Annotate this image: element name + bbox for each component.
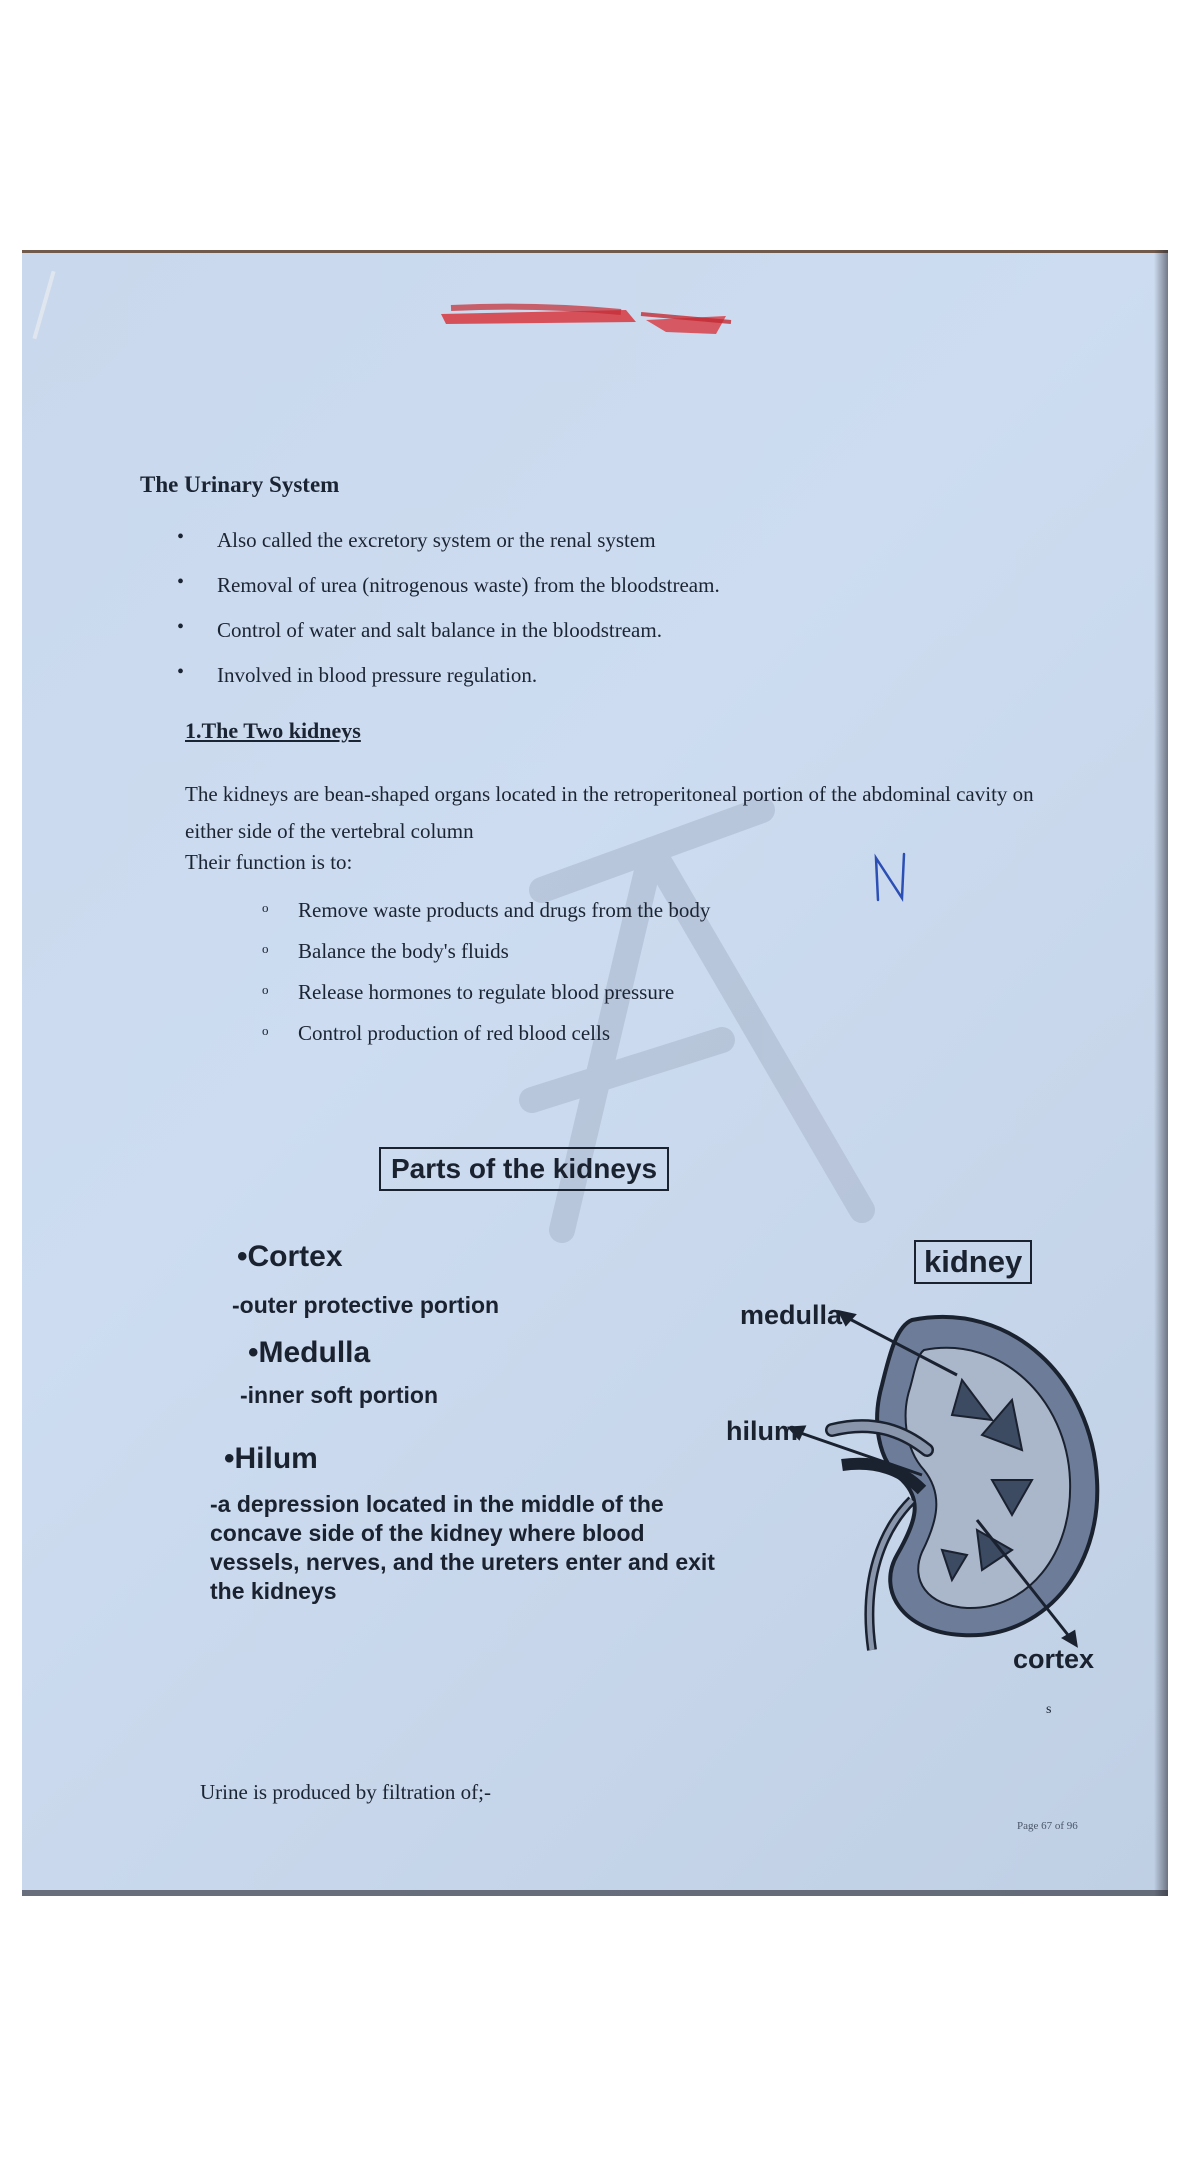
page-heading: The Urinary System	[140, 472, 340, 497]
diagram-label-cortex: cortex	[1013, 1644, 1095, 1674]
function-item: o Control production of red blood cells	[262, 1021, 710, 1062]
page-top-edge	[22, 250, 1168, 253]
document-page	[22, 250, 1168, 1896]
section-paragraph: The kidneys are bean-shaped organs located in the retroperitoneal portion of the abdominal cavity on either side of the vertebral column	[185, 782, 1034, 843]
function-item: o Balance the body's fluids	[262, 939, 710, 980]
section-heading: 1.The Two kidneys	[185, 718, 361, 743]
intro-bullet-list	[177, 528, 720, 708]
redaction-mark	[436, 300, 736, 336]
parts-title-box: Parts of the kidneys	[379, 1147, 669, 1191]
bullet-item: • Involved in blood pressure regulation.	[177, 663, 720, 708]
bullet-item: • Removal of urea (nitrogenous waste) from the bloodstream.	[177, 573, 720, 618]
page-edge-shadow	[1154, 250, 1168, 1896]
footer-sentence: Urine is produced by filtration of;-	[200, 1780, 492, 1804]
diagram-label-hilum: hilum	[726, 1416, 798, 1446]
kidney-title-box: kidney	[914, 1240, 1032, 1284]
function-item: o Release hormones to regulate blood pressure	[262, 980, 710, 1021]
page-bottom-shadow	[22, 1890, 1168, 1896]
hilum-heading: •Hilum	[224, 1442, 318, 1475]
cortex-heading: •Cortex	[237, 1240, 343, 1273]
hilum-description: -a depression located in the middle of the concave side of the kidney where blood vessels, nerves, and the ureters enter and exit the kidneys	[210, 1491, 715, 1604]
kidney-outline-icon	[832, 1317, 1097, 1650]
medulla-description: -inner soft portion	[240, 1382, 439, 1408]
kidney-diagram	[712, 1290, 1112, 1660]
function-list	[262, 898, 710, 1062]
staple-mark	[32, 271, 55, 339]
page-number: Page 67 of 96	[1017, 1820, 1078, 1832]
handwritten-n-mark	[872, 850, 912, 905]
diagram-label-medulla: medulla	[740, 1300, 843, 1330]
bullet-item: • Also called the excretory system or the renal system	[177, 528, 720, 573]
margin-mark: s	[1046, 1702, 1052, 1717]
medulla-heading: •Medulla	[248, 1336, 371, 1369]
function-item: o Remove waste products and drugs from the body	[262, 898, 710, 939]
bullet-item: • Control of water and salt balance in the bloodstream.	[177, 618, 720, 663]
function-intro: Their function is to:	[185, 850, 353, 874]
cortex-description: -outer protective portion	[232, 1292, 500, 1318]
